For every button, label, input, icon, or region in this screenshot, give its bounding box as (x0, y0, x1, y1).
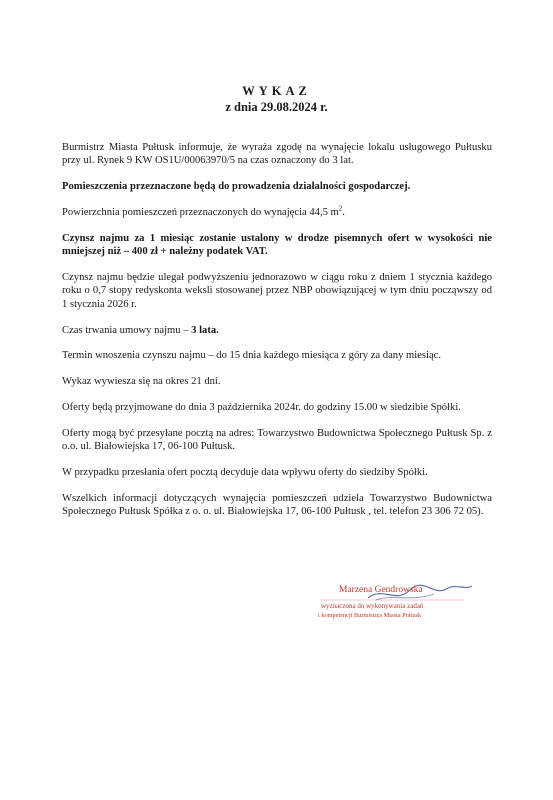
duration-value: 3 lata. (191, 324, 219, 336)
paragraph-rent-increase: Czynsz najmu będzie ulegał podwyższeniu jednorazowo w ciągu roku z dniem 1 stycznia każdego roku o 0,7 stopy redyskonta weksli stosowanej przez NBP obowiązującej w tym dniu począwszy od 1 stycznia 2026 r. (62, 272, 492, 310)
paragraph-payment-term: Termin wnoszenia czynszu najmu – do 15 dnia każdego miesiąca z góry za dany miesiąc. (62, 350, 442, 362)
stamp-line-1: wyznaczona do wykonywania zadań (321, 602, 424, 610)
stamp-line-2: i kompetencji Burmistrza Miasta Pułtusk (318, 612, 422, 619)
paragraph-duration (62, 324, 492, 337)
duration-text: Czas trwania umowy najmu – (62, 324, 192, 336)
paragraph-postal-address: Oferty mogą być przesyłane pocztą na adres: Towarzystwo Budownictwa Społecznego Pułtusk Sp. z o.o. ul. Białowiejska 17, 06-100 Pułtusk. (62, 427, 492, 453)
paragraph-area (62, 206, 492, 219)
paragraph-intro: Burmistrz Miasta Pułtusk informuje, że wyraża zgodę na wynajęcie lokalu usługowego Pułtusku przy ul. Rynek 9 KW OS1U/00063970/5 na czas oznaczony do 3 lat. (62, 142, 492, 167)
paragraph-contact: Wszelkich informacji dotyczących wynajęcia pomieszczeń udziela Towarzystwo Budownictwa Społecznego Pułtusk Spółka z o. o. ul. Białowiejska 17, 06-100 Pułtusk , tel. telefon 23 306 72 05). (62, 492, 492, 518)
area-end: . (342, 207, 345, 218)
document-date: z dnia 29.08.2024 r. (225, 100, 328, 114)
area-superscript: 2 (338, 204, 343, 213)
paragraph-rent: Czynsz najmu za 1 miesiąc zostanie ustalony w drodze pisemnych ofert w wysokości nie mniejszej niż – 400 zł + należny podatek VAT. (62, 232, 492, 258)
official-stamp (316, 580, 486, 640)
paragraph-postal-rule: W przypadku przesłania ofert pocztą decyduje data wpływu oferty do siedziby Spółki. (62, 467, 428, 478)
paragraph-posting-period: Wykaz wywiesza się na okres 21 dni. (62, 376, 221, 388)
document-body (62, 141, 492, 531)
paragraph-purpose: Pomieszczenia przeznaczone będą do prowadzenia działalności gospodarczej. (62, 181, 411, 193)
area-text: Powierzchnia pomieszczeń przeznaczonych do wynajęcia 44,5 m (62, 207, 339, 218)
stamp-name: Marzena Gendrowska (339, 585, 423, 595)
paragraph-offer-deadline: Oferty będą przyjmowane do dnia 3 października 2024r. do godziny 15.00 w siedzibie Spółki. (62, 402, 461, 413)
document-title: WYKAZ (242, 84, 311, 98)
